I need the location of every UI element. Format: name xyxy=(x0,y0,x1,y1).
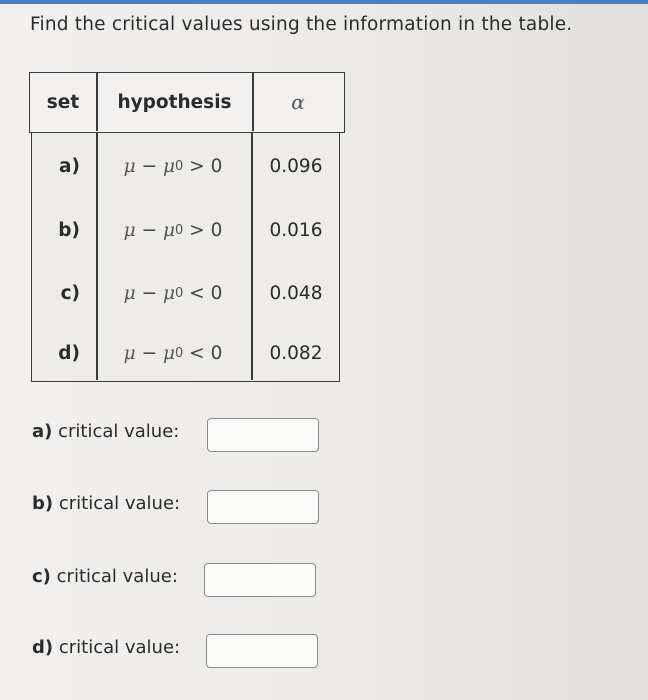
answer-letter: a) xyxy=(32,421,53,442)
subscript: 0 xyxy=(175,222,184,238)
table-body xyxy=(31,132,340,382)
row-hypothesis xyxy=(98,151,248,181)
rhs-value: 0 xyxy=(210,342,223,364)
mu-symbol: μ xyxy=(162,342,175,364)
mu-symbol: μ xyxy=(123,219,136,241)
mu-symbol: μ xyxy=(162,155,175,177)
answer-letter: c) xyxy=(32,566,51,587)
subscript: 0 xyxy=(175,285,184,301)
mu-symbol: μ xyxy=(123,155,136,177)
minus-sign: − xyxy=(141,342,158,364)
subscript: 0 xyxy=(175,345,184,361)
mu-symbol: μ xyxy=(123,282,136,304)
critical-value-input-b[interactable] xyxy=(207,490,319,524)
answer-label-c xyxy=(32,566,178,587)
row-hypothesis xyxy=(98,338,248,368)
answer-label-d xyxy=(32,637,180,658)
row-set-label: d) xyxy=(58,342,80,364)
header-hypothesis: hypothesis xyxy=(117,91,232,113)
subscript: 0 xyxy=(175,158,184,174)
answer-text: critical value: xyxy=(58,637,181,658)
alpha-symbol: α xyxy=(291,90,305,114)
comparison-operator: > xyxy=(189,155,205,177)
critical-value-input-d[interactable] xyxy=(206,634,318,668)
mu-symbol: μ xyxy=(162,282,175,304)
comparison-operator: < xyxy=(189,282,205,304)
answer-label-b xyxy=(32,493,180,514)
rhs-value: 0 xyxy=(210,155,223,177)
comparison-operator: < xyxy=(189,342,205,364)
row-alpha: 0.096 xyxy=(269,155,323,177)
answer-text: critical value: xyxy=(58,493,181,514)
row-set-label: b) xyxy=(58,219,80,241)
rhs-value: 0 xyxy=(210,282,223,304)
accent-bar xyxy=(0,0,648,4)
comparison-operator: > xyxy=(189,219,205,241)
minus-sign: − xyxy=(141,155,158,177)
answer-label-a xyxy=(32,421,179,442)
minus-sign: − xyxy=(141,219,158,241)
answer-letter: b) xyxy=(32,493,54,514)
row-alpha: 0.082 xyxy=(269,342,323,364)
answer-text: critical value: xyxy=(58,421,180,442)
row-hypothesis xyxy=(98,215,248,245)
critical-value-input-c[interactable] xyxy=(204,563,316,597)
answer-text: critical value: xyxy=(56,566,178,587)
row-alpha: 0.048 xyxy=(269,282,323,304)
mu-symbol: μ xyxy=(162,219,175,241)
row-set-label: a) xyxy=(59,155,80,177)
answer-letter: d) xyxy=(32,637,54,658)
header-alpha xyxy=(253,73,343,131)
row-hypothesis xyxy=(98,278,248,308)
mu-symbol: μ xyxy=(123,342,136,364)
header-set: set xyxy=(46,91,80,113)
rhs-value: 0 xyxy=(210,219,223,241)
question-prompt: Find the critical values using the information in the table. xyxy=(30,14,573,35)
row-set-label: c) xyxy=(60,282,80,304)
critical-value-input-a[interactable] xyxy=(207,418,319,452)
minus-sign: − xyxy=(141,282,158,304)
table-header xyxy=(29,72,345,133)
row-alpha: 0.016 xyxy=(269,219,323,241)
